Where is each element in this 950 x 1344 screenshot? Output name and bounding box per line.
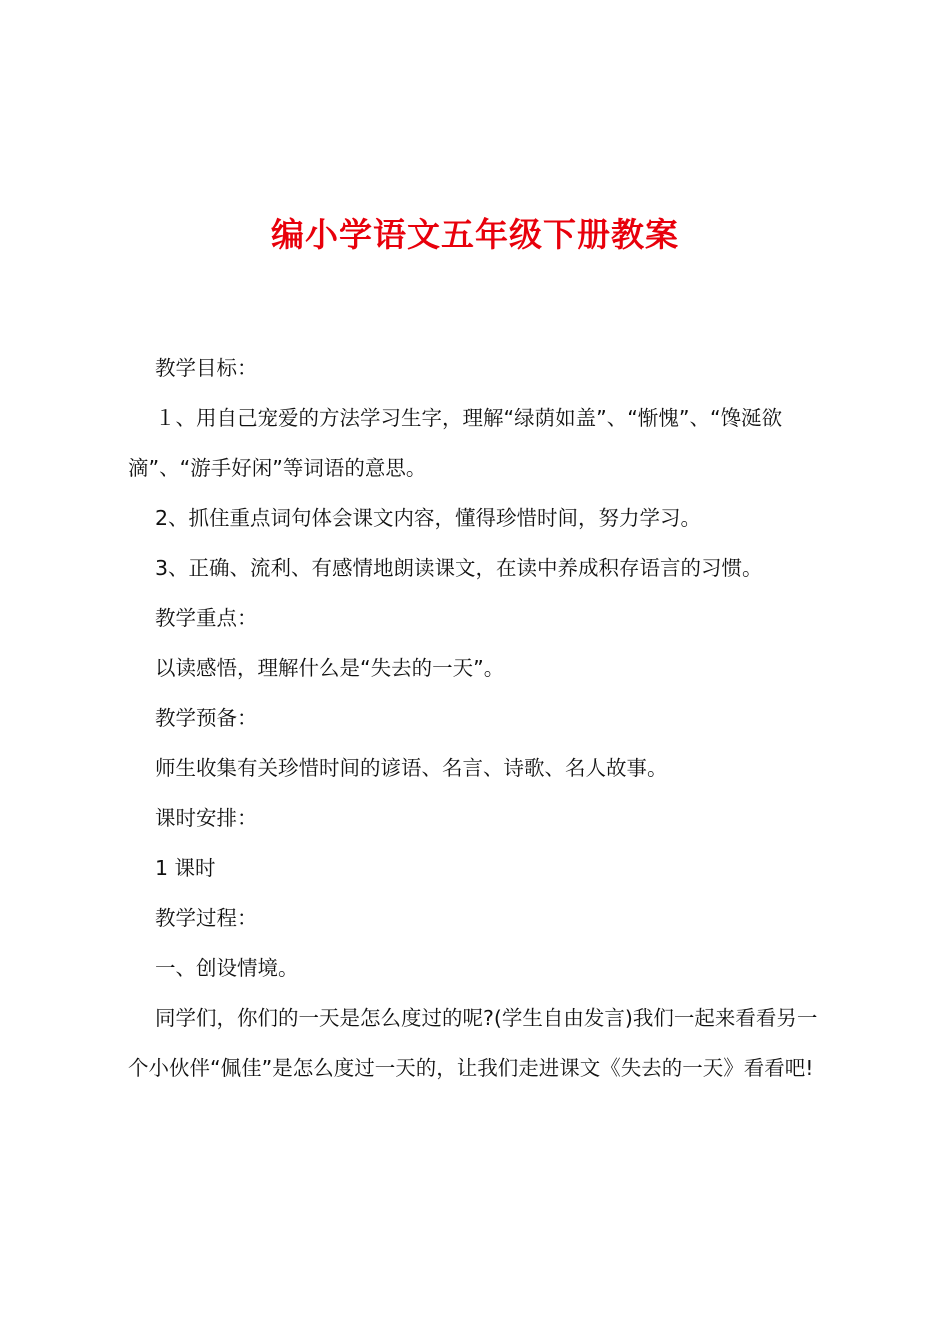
document-title: 编小学语文五年级下册教案	[271, 215, 679, 254]
paragraph-objective-2: 2、抓住重点词句体会课文内容，懂得珍惜时间，努力学习。	[155, 506, 702, 530]
paragraph-process-heading: 教学过程：	[155, 906, 258, 930]
paragraph-objective-1: １、用自己宠爱的方法学习生字，理解“绿荫如盖”、“惭愧”、“馋涎欲滴”、“游手好闲”等词语的意思。	[128, 406, 783, 480]
document-body	[128, 343, 832, 1093]
paragraph-objectives-heading: 教学目标：	[155, 356, 258, 380]
paragraph-preparation-heading: 教学预备：	[155, 706, 258, 730]
paragraph-focus-heading: 教学重点：	[155, 606, 258, 630]
paragraph-step-1-heading: 一、创设情境。	[155, 956, 299, 980]
paragraph-objective-3: 3、正确、流利、有感情地朗读课文，在读中养成积存语言的习惯。	[155, 556, 763, 580]
paragraph-focus-text: 以读感悟，理解什么是“失去的一天”。	[155, 656, 505, 680]
paragraph-schedule-heading: 课时安排：	[155, 806, 258, 830]
paragraph-step-1-text: 同学们，你们的一天是怎么度过的呢?(学生自由发言)我们一起来看看另一个小伙伴“佩佳”是怎么度过一天的，让我们走进课文《失去的一天》看看吧!	[128, 1006, 818, 1080]
paragraph-schedule-text: 1 课时	[155, 856, 216, 880]
paragraph-preparation-text: 师生收集有关珍惜时间的谚语、名言、诗歌、名人故事。	[155, 756, 668, 780]
